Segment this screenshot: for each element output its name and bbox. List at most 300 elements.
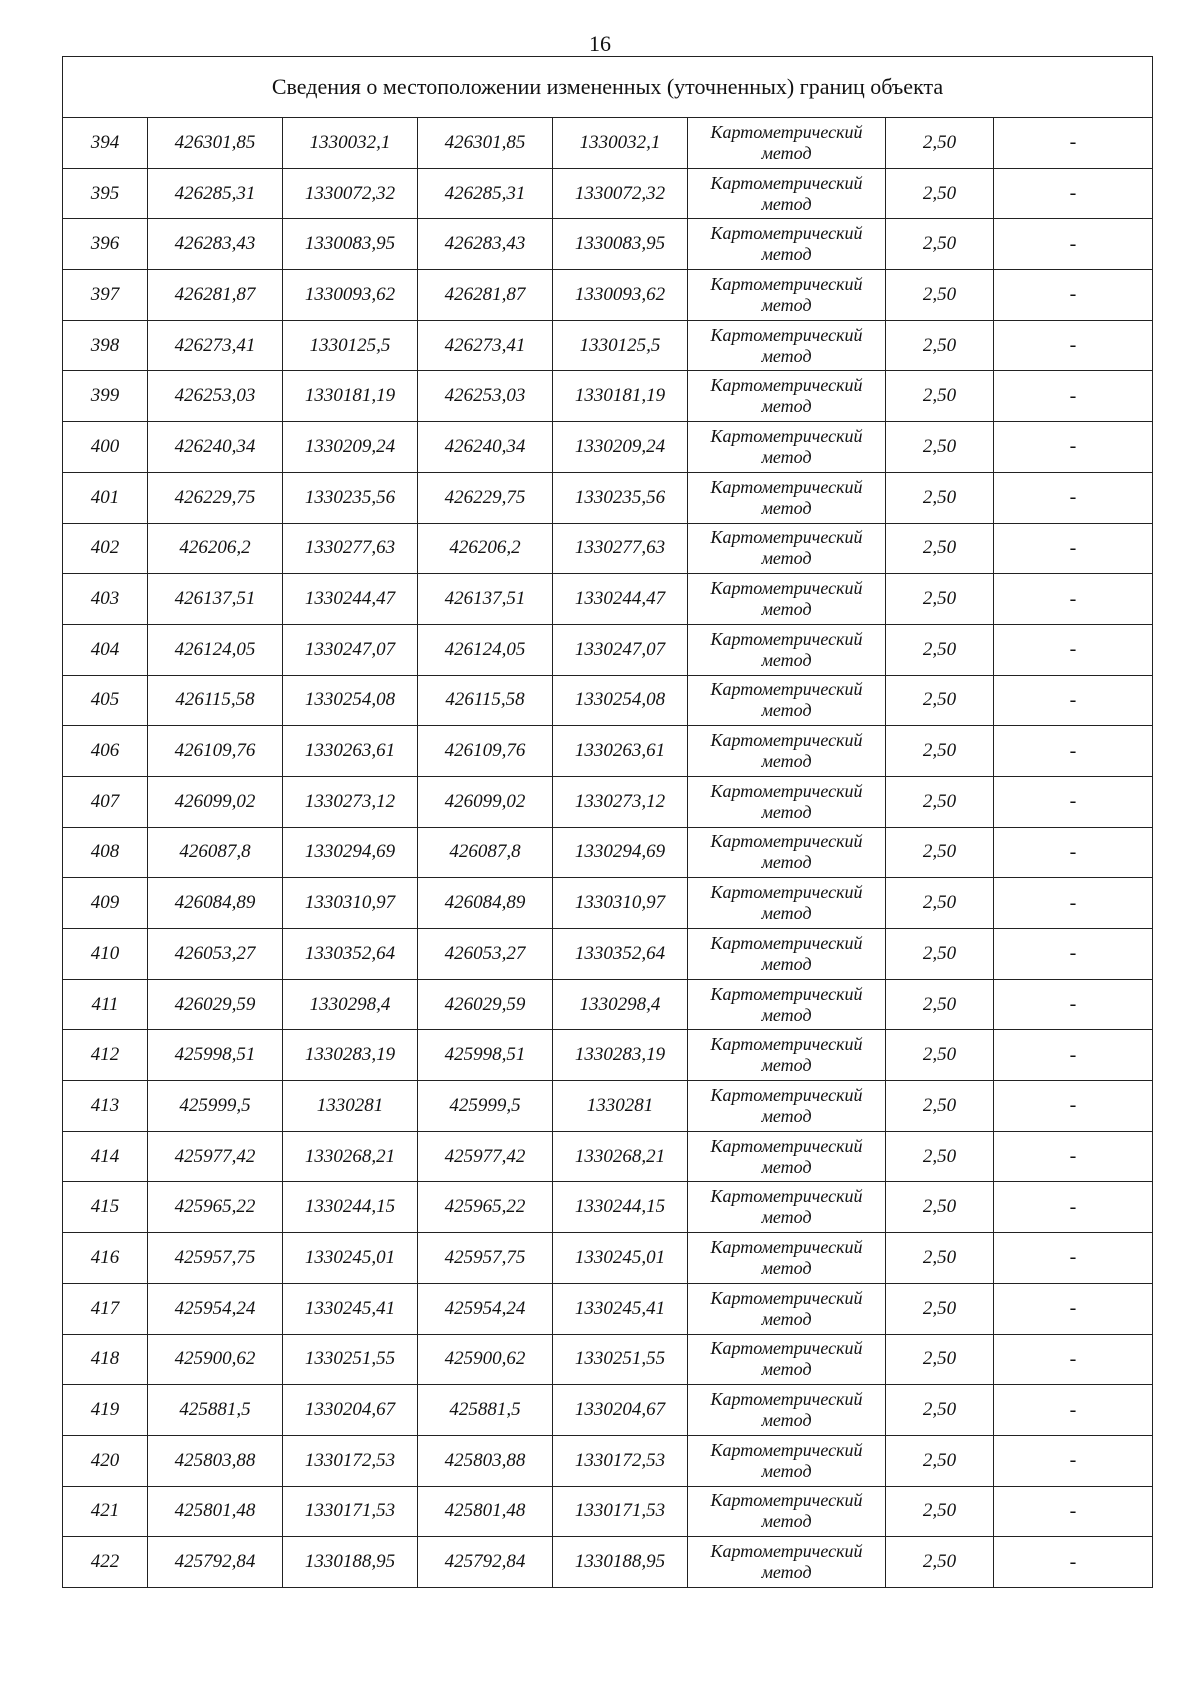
point-number-cell: 421 xyxy=(63,1486,148,1537)
method-cell xyxy=(688,118,886,169)
method-cell xyxy=(688,1131,886,1182)
method-cell xyxy=(688,1334,886,1385)
method-line-2: метод xyxy=(761,953,812,974)
x-new-cell: 425957,75 xyxy=(418,1233,553,1284)
description-cell: - xyxy=(994,624,1153,675)
method-line-2: метод xyxy=(761,1308,812,1329)
method-cell xyxy=(688,422,886,473)
table-row xyxy=(63,1283,1153,1334)
x-new-cell: 426283,43 xyxy=(418,219,553,270)
x-new-cell: 426053,27 xyxy=(418,929,553,980)
method-line-2: метод xyxy=(761,1410,812,1431)
x-new-cell: 426285,31 xyxy=(418,168,553,219)
method-cell xyxy=(688,726,886,777)
table-row xyxy=(63,574,1153,625)
y-old-cell: 1330172,53 xyxy=(283,1435,418,1486)
table-row xyxy=(63,1486,1153,1537)
point-number-cell: 398 xyxy=(63,320,148,371)
x-old-cell: 426285,31 xyxy=(148,168,283,219)
method-line-2: метод xyxy=(761,649,812,670)
x-old-cell: 425803,88 xyxy=(148,1435,283,1486)
method-line-2: метод xyxy=(761,903,812,924)
description-cell: - xyxy=(994,1385,1153,1436)
accuracy-cell: 2,50 xyxy=(886,472,994,523)
description-cell: - xyxy=(994,726,1153,777)
method-line-1: Картометрический xyxy=(710,1236,863,1257)
table-row xyxy=(63,472,1153,523)
table-row xyxy=(63,523,1153,574)
table-row xyxy=(63,624,1153,675)
point-number-cell: 394 xyxy=(63,118,148,169)
y-old-cell: 1330310,97 xyxy=(283,878,418,929)
y-new-cell: 1330263,61 xyxy=(553,726,688,777)
accuracy-cell: 2,50 xyxy=(886,1486,994,1537)
method-line-1: Картометрический xyxy=(710,1490,863,1511)
x-new-cell: 425965,22 xyxy=(418,1182,553,1233)
method-line-1: Картометрический xyxy=(710,1541,863,1562)
method-cell xyxy=(688,624,886,675)
point-number-cell: 395 xyxy=(63,168,148,219)
method-line-2: метод xyxy=(761,1460,812,1481)
method-cell xyxy=(688,1182,886,1233)
x-old-cell: 425801,48 xyxy=(148,1486,283,1537)
y-new-cell: 1330244,15 xyxy=(553,1182,688,1233)
y-new-cell: 1330245,41 xyxy=(553,1283,688,1334)
table-row xyxy=(63,1081,1153,1132)
point-number-cell: 400 xyxy=(63,422,148,473)
accuracy-cell: 2,50 xyxy=(886,1030,994,1081)
point-number-cell: 396 xyxy=(63,219,148,270)
x-new-cell: 426124,05 xyxy=(418,624,553,675)
x-new-cell: 426240,34 xyxy=(418,422,553,473)
point-number-cell: 402 xyxy=(63,523,148,574)
y-new-cell: 1330125,5 xyxy=(553,320,688,371)
method-line-1: Картометрический xyxy=(710,273,863,294)
method-cell xyxy=(688,1385,886,1436)
point-number-cell: 405 xyxy=(63,675,148,726)
description-cell: - xyxy=(994,1233,1153,1284)
table-row xyxy=(63,1030,1153,1081)
x-old-cell: 425954,24 xyxy=(148,1283,283,1334)
x-old-cell: 425792,84 xyxy=(148,1537,283,1588)
y-old-cell: 1330171,53 xyxy=(283,1486,418,1537)
method-line-2: метод xyxy=(761,548,812,569)
y-new-cell: 1330283,19 xyxy=(553,1030,688,1081)
x-old-cell: 426229,75 xyxy=(148,472,283,523)
x-old-cell: 426273,41 xyxy=(148,320,283,371)
table-row xyxy=(63,219,1153,270)
x-old-cell: 426240,34 xyxy=(148,422,283,473)
method-line-1: Картометрический xyxy=(710,730,863,751)
accuracy-cell: 2,50 xyxy=(886,523,994,574)
description-cell: - xyxy=(994,776,1153,827)
point-number-cell: 422 xyxy=(63,1537,148,1588)
point-number-cell: 418 xyxy=(63,1334,148,1385)
method-cell xyxy=(688,776,886,827)
x-new-cell: 426281,87 xyxy=(418,270,553,321)
point-number-cell: 412 xyxy=(63,1030,148,1081)
y-old-cell: 1330277,63 xyxy=(283,523,418,574)
boundary-coordinates-table xyxy=(62,56,1153,1588)
accuracy-cell: 2,50 xyxy=(886,371,994,422)
method-line-2: метод xyxy=(761,244,812,265)
description-cell: - xyxy=(994,219,1153,270)
table-row xyxy=(63,675,1153,726)
accuracy-cell: 2,50 xyxy=(886,574,994,625)
y-old-cell: 1330181,19 xyxy=(283,371,418,422)
y-new-cell: 1330254,08 xyxy=(553,675,688,726)
x-new-cell: 426099,02 xyxy=(418,776,553,827)
y-old-cell: 1330245,41 xyxy=(283,1283,418,1334)
method-line-2: метод xyxy=(761,1207,812,1228)
method-line-2: метод xyxy=(761,396,812,417)
point-number-cell: 413 xyxy=(63,1081,148,1132)
accuracy-cell: 2,50 xyxy=(886,1435,994,1486)
method-line-2: метод xyxy=(761,345,812,366)
x-old-cell: 426124,05 xyxy=(148,624,283,675)
method-cell xyxy=(688,574,886,625)
method-line-1: Картометрический xyxy=(710,324,863,345)
x-old-cell: 425900,62 xyxy=(148,1334,283,1385)
method-cell xyxy=(688,523,886,574)
table-row xyxy=(63,270,1153,321)
accuracy-cell: 2,50 xyxy=(886,1131,994,1182)
description-cell: - xyxy=(994,979,1153,1030)
x-old-cell: 426115,58 xyxy=(148,675,283,726)
x-new-cell: 426087,8 xyxy=(418,827,553,878)
table-row xyxy=(63,118,1153,169)
x-old-cell: 426087,8 xyxy=(148,827,283,878)
description-cell: - xyxy=(994,1435,1153,1486)
y-old-cell: 1330209,24 xyxy=(283,422,418,473)
x-new-cell: 425881,5 xyxy=(418,1385,553,1436)
y-old-cell: 1330188,95 xyxy=(283,1537,418,1588)
x-new-cell: 425803,88 xyxy=(418,1435,553,1486)
description-cell: - xyxy=(994,270,1153,321)
method-line-2: метод xyxy=(761,1156,812,1177)
x-old-cell: 426053,27 xyxy=(148,929,283,980)
method-cell xyxy=(688,1030,886,1081)
method-line-1: Картометрический xyxy=(710,1389,863,1410)
point-number-cell: 399 xyxy=(63,371,148,422)
accuracy-cell: 2,50 xyxy=(886,878,994,929)
accuracy-cell: 2,50 xyxy=(886,1283,994,1334)
point-number-cell: 411 xyxy=(63,979,148,1030)
description-cell: - xyxy=(994,878,1153,929)
point-number-cell: 406 xyxy=(63,726,148,777)
x-old-cell: 426206,2 xyxy=(148,523,283,574)
y-new-cell: 1330352,64 xyxy=(553,929,688,980)
method-line-2: метод xyxy=(761,1257,812,1278)
x-old-cell: 426253,03 xyxy=(148,371,283,422)
x-new-cell: 426206,2 xyxy=(418,523,553,574)
method-cell xyxy=(688,371,886,422)
method-line-1: Картометрический xyxy=(710,527,863,548)
table-body xyxy=(63,57,1153,1588)
table-row xyxy=(63,371,1153,422)
method-line-1: Картометрический xyxy=(710,578,863,599)
accuracy-cell: 2,50 xyxy=(886,1233,994,1284)
y-new-cell: 1330273,12 xyxy=(553,776,688,827)
y-new-cell: 1330245,01 xyxy=(553,1233,688,1284)
x-new-cell: 426273,41 xyxy=(418,320,553,371)
y-new-cell: 1330235,56 xyxy=(553,472,688,523)
description-cell: - xyxy=(994,1081,1153,1132)
accuracy-cell: 2,50 xyxy=(886,422,994,473)
table-row xyxy=(63,422,1153,473)
accuracy-cell: 2,50 xyxy=(886,929,994,980)
x-old-cell: 425999,5 xyxy=(148,1081,283,1132)
table-row xyxy=(63,878,1153,929)
table-row xyxy=(63,979,1153,1030)
x-old-cell: 425977,42 xyxy=(148,1131,283,1182)
accuracy-cell: 2,50 xyxy=(886,1385,994,1436)
x-new-cell: 425954,24 xyxy=(418,1283,553,1334)
accuracy-cell: 2,50 xyxy=(886,1182,994,1233)
accuracy-cell: 2,50 xyxy=(886,624,994,675)
y-old-cell: 1330273,12 xyxy=(283,776,418,827)
y-old-cell: 1330244,15 xyxy=(283,1182,418,1233)
y-new-cell: 1330188,95 xyxy=(553,1537,688,1588)
x-new-cell: 426109,76 xyxy=(418,726,553,777)
method-line-1: Картометрический xyxy=(710,932,863,953)
description-cell: - xyxy=(994,523,1153,574)
method-line-1: Картометрический xyxy=(710,223,863,244)
method-cell xyxy=(688,472,886,523)
description-cell: - xyxy=(994,1486,1153,1537)
y-old-cell: 1330281 xyxy=(283,1081,418,1132)
x-old-cell: 425965,22 xyxy=(148,1182,283,1233)
accuracy-cell: 2,50 xyxy=(886,168,994,219)
x-new-cell: 426115,58 xyxy=(418,675,553,726)
accuracy-cell: 2,50 xyxy=(886,1537,994,1588)
x-old-cell: 426099,02 xyxy=(148,776,283,827)
method-line-2: метод xyxy=(761,801,812,822)
page-number: 16 xyxy=(589,31,611,56)
method-line-1: Картометрический xyxy=(710,1338,863,1359)
method-line-2: метод xyxy=(761,852,812,873)
method-line-2: метод xyxy=(761,1511,812,1532)
method-line-2: метод xyxy=(761,1105,812,1126)
method-line-1: Картометрический xyxy=(710,375,863,396)
y-new-cell: 1330281 xyxy=(553,1081,688,1132)
table-row xyxy=(63,827,1153,878)
method-cell xyxy=(688,1486,886,1537)
y-new-cell: 1330268,21 xyxy=(553,1131,688,1182)
description-cell: - xyxy=(994,1131,1153,1182)
y-new-cell: 1330310,97 xyxy=(553,878,688,929)
description-cell: - xyxy=(994,675,1153,726)
method-line-2: метод xyxy=(761,751,812,772)
y-old-cell: 1330204,67 xyxy=(283,1385,418,1436)
table-row xyxy=(63,320,1153,371)
y-old-cell: 1330263,61 xyxy=(283,726,418,777)
method-cell xyxy=(688,1537,886,1588)
point-number-cell: 410 xyxy=(63,929,148,980)
method-line-1: Картометрический xyxy=(710,679,863,700)
x-old-cell: 425881,5 xyxy=(148,1385,283,1436)
method-line-2: метод xyxy=(761,193,812,214)
x-old-cell: 425957,75 xyxy=(148,1233,283,1284)
description-cell: - xyxy=(994,1334,1153,1385)
method-cell xyxy=(688,219,886,270)
table-row xyxy=(63,1435,1153,1486)
point-number-cell: 404 xyxy=(63,624,148,675)
description-cell: - xyxy=(994,118,1153,169)
method-line-2: метод xyxy=(761,1359,812,1380)
y-old-cell: 1330032,1 xyxy=(283,118,418,169)
method-cell xyxy=(688,1081,886,1132)
method-line-1: Картометрический xyxy=(710,983,863,1004)
point-number-cell: 420 xyxy=(63,1435,148,1486)
y-new-cell: 1330251,55 xyxy=(553,1334,688,1385)
description-cell: - xyxy=(994,1537,1153,1588)
accuracy-cell: 2,50 xyxy=(886,979,994,1030)
method-cell xyxy=(688,1435,886,1486)
x-old-cell: 426084,89 xyxy=(148,878,283,929)
x-old-cell: 425998,51 xyxy=(148,1030,283,1081)
y-new-cell: 1330093,62 xyxy=(553,270,688,321)
method-cell xyxy=(688,270,886,321)
method-line-2: метод xyxy=(761,1004,812,1025)
point-number-cell: 403 xyxy=(63,574,148,625)
y-new-cell: 1330181,19 xyxy=(553,371,688,422)
description-cell: - xyxy=(994,929,1153,980)
y-new-cell: 1330298,4 xyxy=(553,979,688,1030)
table-title-row xyxy=(63,57,1153,118)
method-line-1: Картометрический xyxy=(710,1186,863,1207)
accuracy-cell: 2,50 xyxy=(886,320,994,371)
x-old-cell: 426109,76 xyxy=(148,726,283,777)
x-new-cell: 426229,75 xyxy=(418,472,553,523)
y-new-cell: 1330072,32 xyxy=(553,168,688,219)
table-row xyxy=(63,1334,1153,1385)
y-old-cell: 1330072,32 xyxy=(283,168,418,219)
x-new-cell: 425998,51 xyxy=(418,1030,553,1081)
method-line-2: метод xyxy=(761,1055,812,1076)
table-row xyxy=(63,1182,1153,1233)
x-new-cell: 425900,62 xyxy=(418,1334,553,1385)
method-cell xyxy=(688,675,886,726)
point-number-cell: 407 xyxy=(63,776,148,827)
method-line-2: метод xyxy=(761,294,812,315)
method-cell xyxy=(688,1233,886,1284)
y-old-cell: 1330254,08 xyxy=(283,675,418,726)
accuracy-cell: 2,50 xyxy=(886,726,994,777)
y-old-cell: 1330083,95 xyxy=(283,219,418,270)
method-line-1: Картометрический xyxy=(710,121,863,142)
method-cell xyxy=(688,878,886,929)
point-number-cell: 409 xyxy=(63,878,148,929)
accuracy-cell: 2,50 xyxy=(886,827,994,878)
method-line-1: Картометрический xyxy=(710,831,863,852)
table-title: Сведения о местоположении измененных (уточненных) границ объекта xyxy=(63,57,1153,118)
y-new-cell: 1330244,47 xyxy=(553,574,688,625)
accuracy-cell: 2,50 xyxy=(886,1334,994,1385)
table-row xyxy=(63,1537,1153,1588)
y-old-cell: 1330283,19 xyxy=(283,1030,418,1081)
point-number-cell: 408 xyxy=(63,827,148,878)
accuracy-cell: 2,50 xyxy=(886,776,994,827)
table-row xyxy=(63,1233,1153,1284)
y-new-cell: 1330171,53 xyxy=(553,1486,688,1537)
x-new-cell: 425792,84 xyxy=(418,1537,553,1588)
method-cell xyxy=(688,320,886,371)
y-new-cell: 1330247,07 xyxy=(553,624,688,675)
method-line-2: метод xyxy=(761,599,812,620)
table-row xyxy=(63,776,1153,827)
method-line-2: метод xyxy=(761,446,812,467)
y-new-cell: 1330204,67 xyxy=(553,1385,688,1436)
description-cell: - xyxy=(994,827,1153,878)
point-number-cell: 417 xyxy=(63,1283,148,1334)
description-cell: - xyxy=(994,1182,1153,1233)
description-cell: - xyxy=(994,1030,1153,1081)
y-old-cell: 1330352,64 xyxy=(283,929,418,980)
method-line-1: Картометрический xyxy=(710,1439,863,1460)
point-number-cell: 414 xyxy=(63,1131,148,1182)
point-number-cell: 401 xyxy=(63,472,148,523)
table-row xyxy=(63,1131,1153,1182)
y-old-cell: 1330247,07 xyxy=(283,624,418,675)
x-new-cell: 426253,03 xyxy=(418,371,553,422)
method-line-1: Картометрический xyxy=(710,1135,863,1156)
x-new-cell: 425999,5 xyxy=(418,1081,553,1132)
table-row xyxy=(63,726,1153,777)
x-old-cell: 426137,51 xyxy=(148,574,283,625)
method-line-1: Картометрический xyxy=(710,172,863,193)
accuracy-cell: 2,50 xyxy=(886,118,994,169)
accuracy-cell: 2,50 xyxy=(886,270,994,321)
y-old-cell: 1330235,56 xyxy=(283,472,418,523)
y-old-cell: 1330093,62 xyxy=(283,270,418,321)
point-number-cell: 415 xyxy=(63,1182,148,1233)
method-cell xyxy=(688,1283,886,1334)
y-new-cell: 1330209,24 xyxy=(553,422,688,473)
y-old-cell: 1330125,5 xyxy=(283,320,418,371)
method-line-2: метод xyxy=(761,497,812,518)
x-old-cell: 426281,87 xyxy=(148,270,283,321)
x-new-cell: 426137,51 xyxy=(418,574,553,625)
description-cell: - xyxy=(994,472,1153,523)
method-line-1: Картометрический xyxy=(710,476,863,497)
table-row xyxy=(63,1385,1153,1436)
y-new-cell: 1330083,95 xyxy=(553,219,688,270)
point-number-cell: 419 xyxy=(63,1385,148,1436)
method-cell xyxy=(688,827,886,878)
point-number-cell: 397 xyxy=(63,270,148,321)
method-line-2: метод xyxy=(761,142,812,163)
y-old-cell: 1330251,55 xyxy=(283,1334,418,1385)
description-cell: - xyxy=(994,320,1153,371)
description-cell: - xyxy=(994,574,1153,625)
description-cell: - xyxy=(994,1283,1153,1334)
x-new-cell: 426301,85 xyxy=(418,118,553,169)
method-cell xyxy=(688,929,886,980)
x-old-cell: 426283,43 xyxy=(148,219,283,270)
y-new-cell: 1330277,63 xyxy=(553,523,688,574)
accuracy-cell: 2,50 xyxy=(886,675,994,726)
table-row xyxy=(63,168,1153,219)
x-new-cell: 426029,59 xyxy=(418,979,553,1030)
method-line-1: Картометрический xyxy=(710,1084,863,1105)
method-cell xyxy=(688,979,886,1030)
x-old-cell: 426301,85 xyxy=(148,118,283,169)
accuracy-cell: 2,50 xyxy=(886,1081,994,1132)
x-old-cell: 426029,59 xyxy=(148,979,283,1030)
y-new-cell: 1330032,1 xyxy=(553,118,688,169)
method-line-1: Картометрический xyxy=(710,628,863,649)
